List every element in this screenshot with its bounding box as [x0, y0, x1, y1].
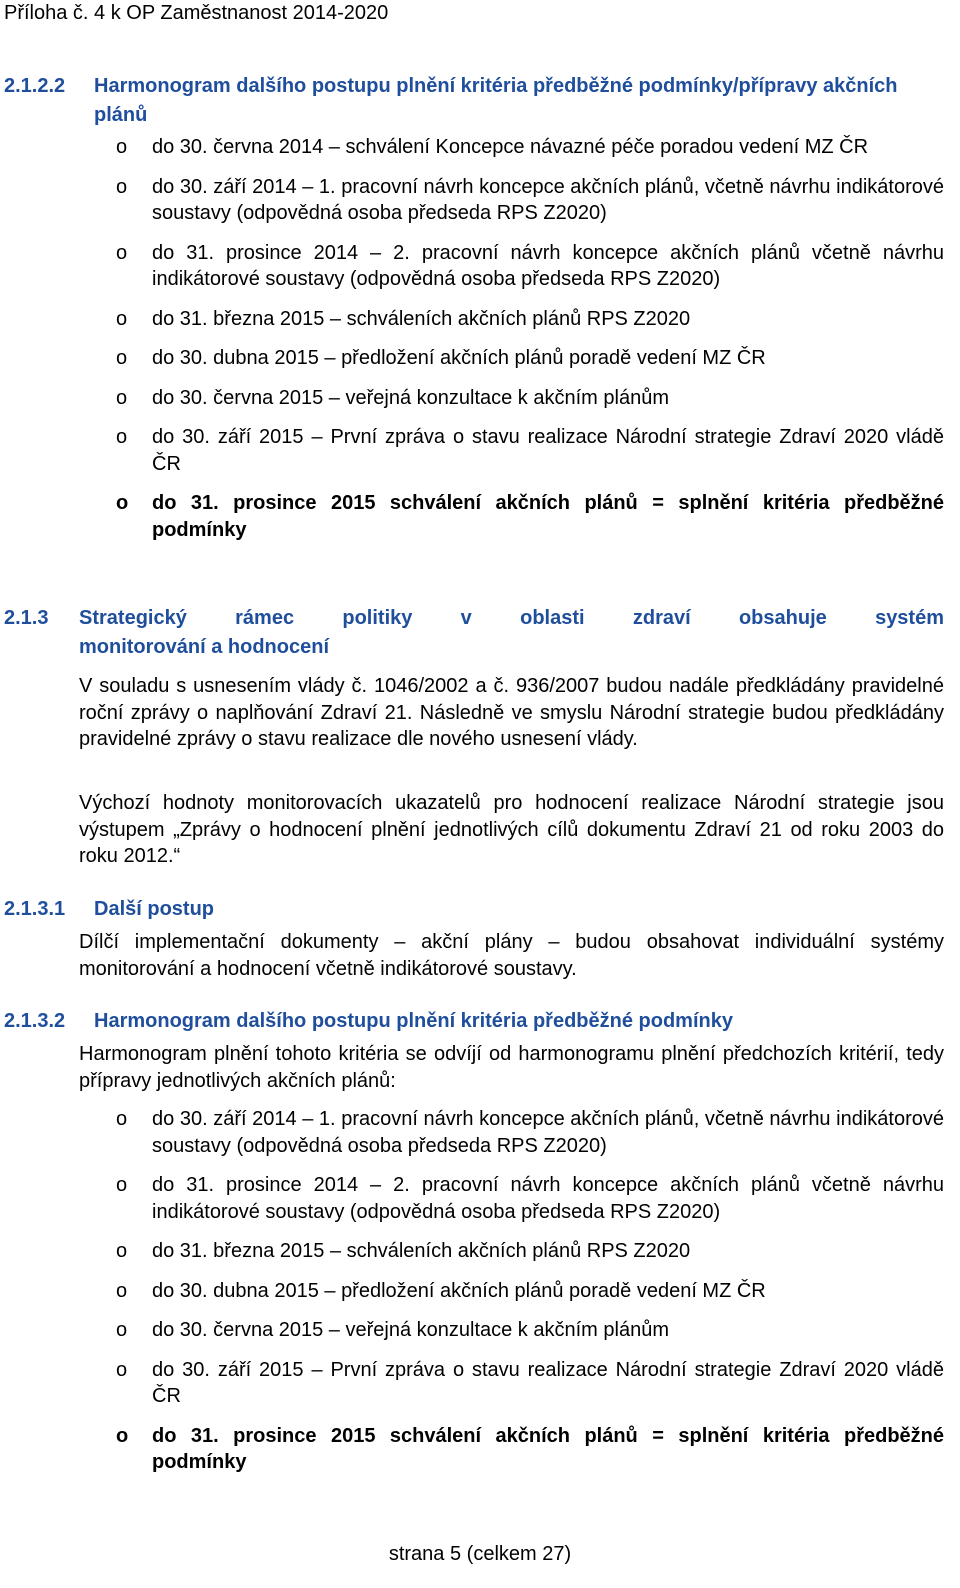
bullet-icon: o: [116, 1358, 128, 1381]
bullet-icon: o: [116, 492, 129, 514]
list-item: o do 30. června 2015 – veřejná konzultace k akčním plánům: [0, 385, 960, 412]
bullet-icon: o: [116, 1279, 128, 1302]
list-item: o do 30. dubna 2015 – předložení akčních plánů poradě vedení MZ ČR: [0, 345, 960, 372]
list-item: o do 31. března 2015 – schváleních akčních plánů RPS Z2020: [0, 1238, 960, 1265]
bullet-icon: o: [116, 426, 128, 448]
paragraph-next-steps: Dílčí implementační dokumenty – akční plány – budou obsahovat individuální systémy monitorování a hodnocení včetně indikátorové soustavy.: [79, 931, 944, 980]
paragraph-reports: V souladu s usnesením vlády č. 1046/2002 a č. 936/2007 budou nadále předkládány pravidelné roční zprávy o naplňování Zdraví 21. Následně ve smyslu Národní strategie budou předkládány pravidelné zprávy o stavu realizace dle nového usnesení vlády.: [79, 675, 944, 750]
section-number: 2.1.3: [4, 607, 49, 629]
paragraph-baseline: Výchozí hodnoty monitorovacích ukazatelů pro hodnocení realizace Národní strategie jsou výstupem „Zprávy o hodnocení plnění jednotlivých cílů dokumentu Zdraví 21 od roku 2003 do roku 2012.“: [79, 792, 944, 867]
section-heading-2-1-3-2: [4, 1007, 944, 1036]
list-item: o do 31. prosince 2014 – 2. pracovní návrh koncepce akčních plánů včetně návrhu indikátorové soustavy (odpovědná osoba předseda RPS Z2020): [116, 1174, 944, 1223]
bullet-icon: o: [116, 241, 128, 264]
list-item: o do 30. září 2015 – První zpráva o stavu realizace Národní strategie Zdraví 2020 vládě ČR: [116, 1358, 944, 1407]
list-item-final: o do 31. prosince 2015 schválení akčních plánů = splnění kritéria předběžné podmínky: [116, 1424, 944, 1473]
list-item-final: o do 31. prosince 2015 schválení akčních plánů = splnění kritéria předběžné podmínky: [116, 492, 944, 541]
paragraph-schedule-intro: Harmonogram plnění tohoto kritéria se odvíjí od harmonogramu plnění předchozích kritérií, tedy přípravy jednotlivých akčních plánů:: [79, 1043, 944, 1092]
list-item: o do 30. června 2014 – schválení Koncepce návazné péče poradou vedení MZ ČR: [0, 134, 960, 161]
page-header: Příloha č. 4 k OP Zaměstnanost 2014-2020: [4, 2, 389, 24]
section-title: Harmonogram dalšího postupu plnění kritéria předběžné podmínky: [94, 1010, 733, 1032]
bullet-icon: o: [116, 1240, 128, 1262]
list-item: o do 30. září 2014 – 1. pracovní návrh koncepce akčních plánů, včetně návrhu indikátorové soustavy (odpovědná osoba předseda RPS Z2020): [116, 1108, 944, 1157]
section-heading-2-1-3: [4, 604, 944, 662]
section-title: Harmonogram dalšího postupu plnění kritéria předběžné podmínky/přípravy akčních plánů: [94, 75, 898, 126]
bullet-icon: o: [116, 386, 128, 409]
page-footer: strana 5 (celkem 27): [388, 1543, 572, 1565]
section-number: 2.1.3.1: [4, 898, 66, 920]
list-item: o do 31. prosince 2014 – 2. pracovní návrh koncepce akčních plánů včetně návrhu indikátorové soustavy (odpovědná osoba předseda RPS Z2020): [116, 241, 944, 290]
bullet-icon: o: [116, 347, 128, 369]
bullet-icon: o: [116, 175, 128, 198]
list-item: o do 31. března 2015 – schváleních akčních plánů RPS Z2020: [0, 306, 960, 333]
schedule-list-1: [0, 134, 960, 556]
section-number: 2.1.2.2: [4, 75, 66, 97]
bullet-icon: o: [116, 307, 128, 330]
section-number: 2.1.3.2: [4, 1010, 66, 1032]
list-item: o do 30. dubna 2015 – předložení akčních plánů poradě vedení MZ ČR: [0, 1278, 960, 1305]
section-heading-2-1-3-1: [4, 895, 944, 924]
list-item: o do 30. září 2014 – 1. pracovní návrh koncepce akčních plánů, včetně návrhu indikátorové soustavy (odpovědná osoba předseda RPS Z2020): [116, 175, 944, 224]
bullet-icon: o: [116, 1108, 128, 1130]
bullet-icon: o: [116, 1174, 128, 1196]
bullet-icon: o: [116, 136, 128, 158]
section-title: Další postup: [94, 898, 215, 920]
section-heading-2-1-2-2: [4, 72, 944, 130]
list-item: o do 30. června 2015 – veřejná konzultace k akčním plánům: [0, 1317, 960, 1344]
list-item: o do 30. září 2015 – První zpráva o stavu realizace Národní strategie Zdraví 2020 vládě ČR: [116, 426, 944, 475]
section-title: Strategický rámec politiky v oblasti zdraví obsahuje systém monitorování a hodnocení: [79, 607, 944, 658]
bullet-icon: o: [116, 1319, 128, 1341]
schedule-list-2: [0, 1106, 960, 1489]
bullet-icon: o: [116, 1424, 129, 1447]
